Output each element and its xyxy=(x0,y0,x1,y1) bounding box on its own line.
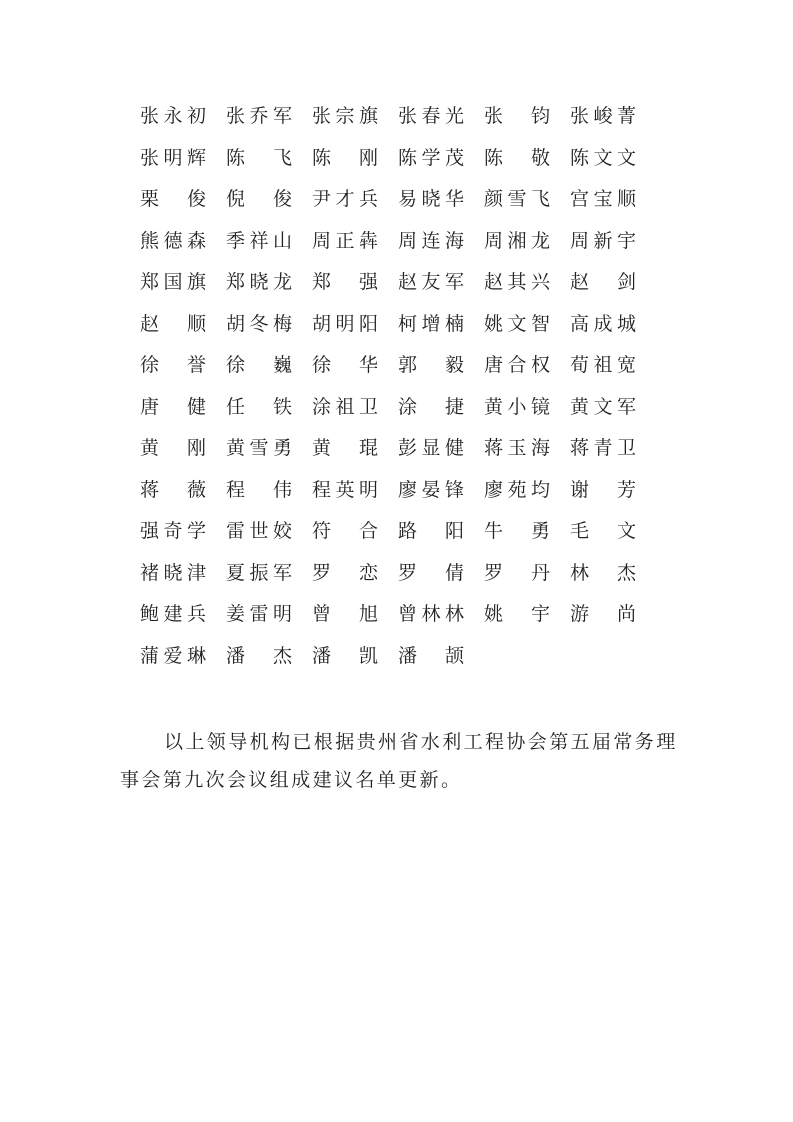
person-name: 罗 倩 xyxy=(398,561,464,584)
person-name: 赵 顺 xyxy=(140,312,206,335)
name-row xyxy=(140,221,660,263)
person-name: 尹 才 兵 xyxy=(312,188,378,210)
person-name: 姜 雷 明 xyxy=(226,603,292,625)
person-name: 曾 林 林 xyxy=(398,603,464,625)
person-name: 赵 其 兴 xyxy=(484,271,550,293)
person-name: 徐 誉 xyxy=(140,354,206,376)
name-row xyxy=(140,511,660,553)
person-name: 曾 旭 xyxy=(312,603,378,625)
person-name: 徐 华 xyxy=(312,354,378,376)
person-name: 路 阳 xyxy=(398,520,464,542)
person-name: 胡 明 阳 xyxy=(312,312,378,335)
person-name: 张 峻 菁 xyxy=(570,105,636,127)
member-name-list xyxy=(140,96,660,677)
person-name: 胡 冬 梅 xyxy=(226,312,292,335)
person-name: 周 湘 龙 xyxy=(484,229,550,252)
person-name: 黄 文 军 xyxy=(570,395,636,418)
person-name: 赵 剑 xyxy=(570,271,636,293)
person-name: 季 祥 山 xyxy=(226,229,292,252)
name-row xyxy=(140,138,660,180)
person-name: 颜 雪 飞 xyxy=(484,188,550,210)
name-row xyxy=(140,553,660,595)
name-row xyxy=(140,345,660,387)
person-name: 彭 显 健 xyxy=(398,437,464,459)
person-name: 周 新 宇 xyxy=(570,229,636,252)
person-name: 周 正 犇 xyxy=(312,229,378,252)
person-name: 潘 颉 xyxy=(398,644,464,667)
person-name: 郭 毅 xyxy=(398,354,464,376)
person-name: 柯 增 楠 xyxy=(398,312,464,335)
person-name: 高 成 城 xyxy=(570,312,636,335)
person-name: 任 铁 xyxy=(226,395,292,418)
name-row xyxy=(140,179,660,221)
name-row xyxy=(140,428,660,470)
person-name: 毛 文 xyxy=(570,520,636,542)
person-name: 荀 祖 宽 xyxy=(570,354,636,376)
person-name: 唐 健 xyxy=(140,395,206,418)
person-name: 程 伟 xyxy=(226,478,292,501)
person-name: 栗 俊 xyxy=(140,188,206,210)
person-name: 宫 宝 顺 xyxy=(570,188,636,210)
person-name: 林 杰 xyxy=(570,561,636,584)
person-name: 郑 国 旗 xyxy=(140,271,206,293)
person-name: 蒋 青 卫 xyxy=(570,437,636,459)
person-name: 蒲 爱 琳 xyxy=(140,644,206,667)
name-row xyxy=(140,636,660,678)
person-name: 张 春 光 xyxy=(398,105,464,127)
person-name: 黄 琨 xyxy=(312,437,378,459)
person-name: 姚 宇 xyxy=(484,603,550,625)
person-name: 罗 恋 xyxy=(312,561,378,584)
person-name: 强 奇 学 xyxy=(140,520,206,542)
person-name: 游 尚 xyxy=(570,603,636,625)
person-name: 唐 合 权 xyxy=(484,354,550,376)
person-name: 周 连 海 xyxy=(398,229,464,252)
name-row xyxy=(140,470,660,512)
person-name: 陈 学 茂 xyxy=(398,146,464,169)
person-name: 陈 刚 xyxy=(312,146,378,169)
person-name: 潘 凯 xyxy=(312,644,378,667)
person-name: 蒋 玉 海 xyxy=(484,437,550,459)
person-name: 潘 杰 xyxy=(226,644,292,667)
person-name: 陈 飞 xyxy=(226,146,292,169)
person-name: 程 英 明 xyxy=(312,478,378,501)
person-name: 郑 强 xyxy=(312,271,378,293)
person-name: 陈 敬 xyxy=(484,146,550,169)
person-name: 姚 文 智 xyxy=(484,312,550,335)
name-row xyxy=(140,262,660,304)
person-name: 黄 雪 勇 xyxy=(226,437,292,459)
person-name: 涂 捷 xyxy=(398,395,464,418)
person-name: 倪 俊 xyxy=(226,188,292,210)
person-name: 谢 芳 xyxy=(570,478,636,501)
person-name: 鲍 建 兵 xyxy=(140,603,206,625)
name-row xyxy=(140,96,660,138)
person-name: 郑 晓 龙 xyxy=(226,271,292,293)
person-name: 张 钧 xyxy=(484,105,550,127)
person-name: 张 明 辉 xyxy=(140,146,206,169)
person-name: 赵 友 军 xyxy=(398,271,464,293)
person-name: 廖 晏 锋 xyxy=(398,478,464,501)
update-note: 以上领导机构已根据贵州省水利工程协会第五届常务理事会第九次会议组成建议名单更新。 xyxy=(120,731,678,791)
person-name: 陈 文 文 xyxy=(570,146,636,169)
person-name: 蒋 薇 xyxy=(140,478,206,501)
person-name: 黄 小 镜 xyxy=(484,395,550,418)
person-name: 牛 勇 xyxy=(484,520,550,542)
person-name: 符 合 xyxy=(312,520,378,542)
person-name: 张 永 初 xyxy=(140,105,206,127)
person-name: 熊 德 森 xyxy=(140,229,206,252)
name-row xyxy=(140,387,660,429)
person-name: 张 乔 军 xyxy=(226,105,292,127)
name-row xyxy=(140,304,660,346)
name-row xyxy=(140,594,660,636)
person-name: 徐 巍 xyxy=(226,354,292,376)
person-name: 雷 世 姣 xyxy=(226,520,292,542)
person-name: 张 宗 旗 xyxy=(312,105,378,127)
person-name: 黄 刚 xyxy=(140,437,206,459)
person-name: 夏 振 军 xyxy=(226,561,292,584)
person-name: 廖 苑 均 xyxy=(484,478,550,501)
person-name: 罗 丹 xyxy=(484,561,550,584)
person-name: 易 晓 华 xyxy=(398,188,464,210)
person-name: 涂 祖 卫 xyxy=(312,395,378,418)
person-name: 褚 晓 津 xyxy=(140,561,206,584)
